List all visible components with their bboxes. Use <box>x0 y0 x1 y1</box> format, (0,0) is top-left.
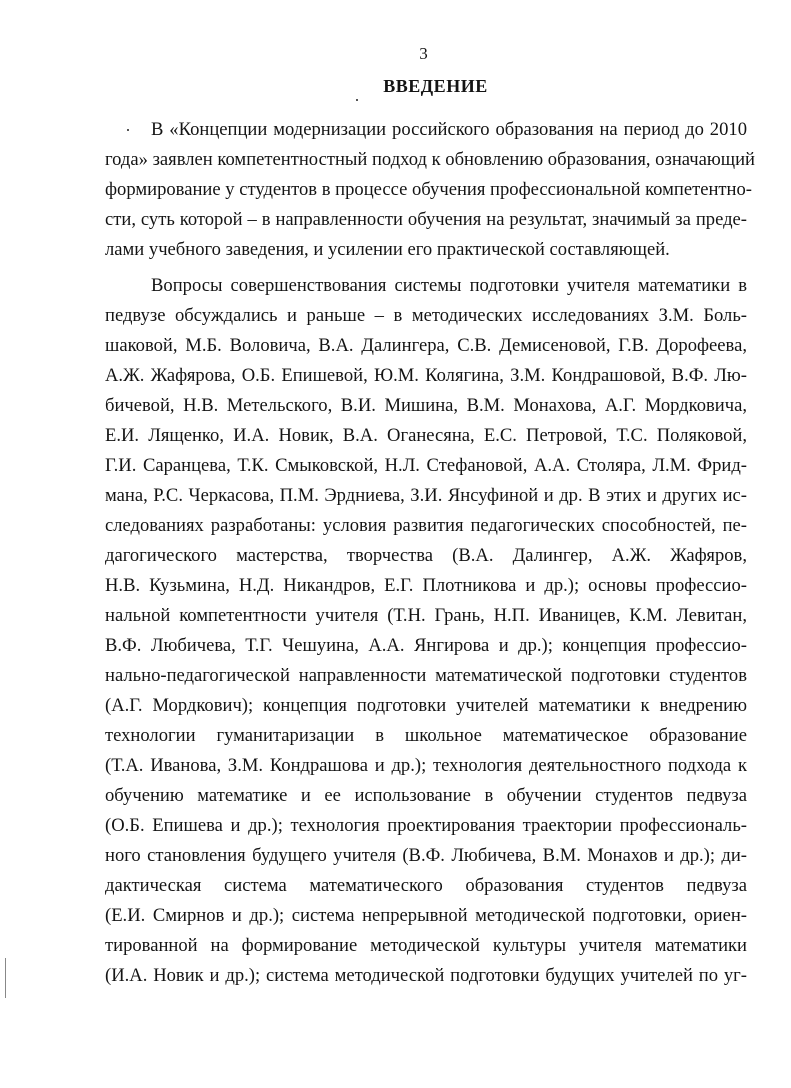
text-line: В «Концепции модернизации российского образования на период до 2010 <box>151 119 747 140</box>
text-line: Г.И. Саранцева, Т.К. Смыковской, Н.Л. Стефановой, А.А. Столяра, Л.М. Фрид- <box>105 455 747 476</box>
text-line: дагогического мастерства, творчества (В.А. Далингер, А.Ж. Жафяров, <box>105 545 747 566</box>
text-line: (Е.И. Смирнов и др.); система непрерывной методической подготовки, ориен- <box>105 905 747 926</box>
scan-speck <box>356 99 358 101</box>
text-line: нальной компетентности учителя (Т.Н. Грань, Н.П. Иваницев, К.М. Левитан, <box>105 605 747 626</box>
text-line: (И.А. Новик и др.); система методической подготовки будущих учителей по уг- <box>105 965 747 986</box>
text-line: технологии гуманитаризации в школьное математическое образование <box>105 725 747 746</box>
text-line: (А.Г. Мордкович); концепция подготовки учителей математики к внедрению <box>105 695 747 716</box>
text-line: (Т.А. Иванова, З.М. Кондрашова и др.); технология деятельностного подхода к <box>105 755 747 776</box>
page-number: 3 <box>419 44 428 63</box>
text-line: педвузе обсуждались и раньше – в методических исследованиях З.М. Боль- <box>105 305 747 326</box>
text-line: дактическая система математического образования студентов педвуза <box>105 875 747 896</box>
text-line: шаковой, М.Б. Воловича, В.А. Далингера, С.В. Демисеновой, Г.В. Дорофеева, <box>105 335 747 356</box>
section-title: ВВЕДЕНИЕ <box>383 76 488 96</box>
paragraph-intro <box>105 115 755 265</box>
text-line: мана, Р.С. Черкасова, П.М. Эрдниева, З.И. Янсуфиной и др. В этих и других ис- <box>105 485 747 506</box>
text-line: формирование у студентов в процессе обучения профессиональной компетентно- <box>105 179 752 200</box>
text-line: бичевой, Н.В. Метельского, В.И. Мишина, В.М. Монахова, А.Г. Мордковича, <box>105 395 747 416</box>
text-line: Е.И. Лященко, И.А. Новик, В.А. Оганесяна, Е.С. Петровой, Т.С. Поляковой, <box>105 425 747 446</box>
text-line: Н.В. Кузьмина, Н.Д. Никандров, Е.Г. Плотникова и др.); основы профессио- <box>105 575 747 596</box>
text-line: В.Ф. Любичева, Т.Г. Чешуина, А.А. Янгирова и др.); концепция профессио- <box>105 635 747 656</box>
text-line: ного становления будущего учителя (В.Ф. Любичева, В.М. Монахов и др.); ди- <box>105 845 747 866</box>
text-line: следованиях разработаны: условия развития педагогических способностей, пе- <box>105 515 747 536</box>
text-line: Вопросы совершенствования системы подготовки учителя математики в <box>151 275 747 296</box>
text-line: тированной на формирование методической культуры учителя математики <box>105 935 747 956</box>
text-line: года» заявлен компетентностный подход к обновлению образования, означающий <box>105 149 755 170</box>
text-line: нально-педагогической направленности математической подготовки студентов <box>105 665 747 686</box>
text-line: лами учебного заведения, и усилении его практической составляющей. <box>105 239 670 260</box>
text-line: обучению математике и ее использование в обучении студентов педвуза <box>105 785 747 806</box>
scan-margin-mark <box>5 958 6 998</box>
paragraph-review <box>105 271 747 991</box>
text-line: сти, суть которой – в направленности обучения на результат, значимый за преде- <box>105 209 747 230</box>
text-line: (О.Б. Епишева и др.); технология проектирования траектории профессиональ- <box>105 815 747 836</box>
text-line: А.Ж. Жафярова, О.Б. Епишевой, Ю.М. Колягина, З.М. Кондрашовой, В.Ф. Лю- <box>105 365 747 386</box>
